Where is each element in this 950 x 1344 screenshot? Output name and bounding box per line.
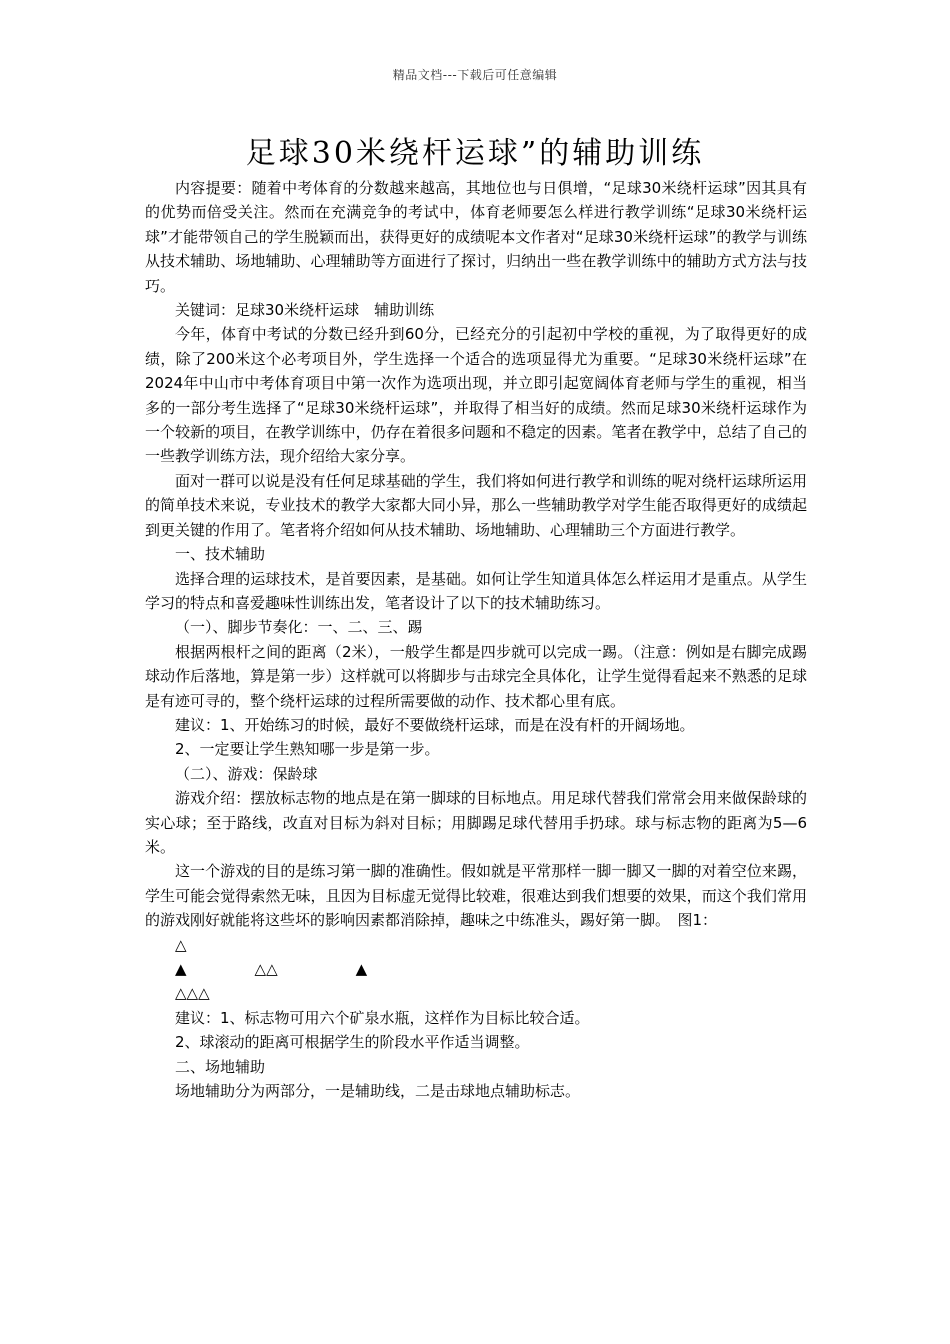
document-body [145,176,807,1103]
intro-paragraph-2: 面对一群可以说是没有任何足球基础的学生，我们将如何进行教学和训练的呢对绕杆运球所运用的简单技术来说，专业技术的教学大家都大同小异，那么一些辅助教学对学生能否取得更好的成绩起到更关键的作用了。笔者将介绍如何从技术辅助、场地辅助、心理辅助三个方面进行教学。 [145,471,807,539]
technique-paragraph: 选择合理的运球技术，是首要因素，是基础。如何让学生知道具体怎么样运用才是重点。从学生学习的特点和喜爱趣味性训练出发，笔者设计了以下的技术辅助练习。 [145,569,807,612]
suggestion-paragraph-2: 2、一定要让学生熟知哪一步是第一步。 [175,740,440,759]
footwork-paragraph: 根据两根杆之间的距离（2米），一般学生都是四步就可以完成一踢。（注意：例如是右脚完成踢球动作后落地，算是第一步）这样就可以将脚步与击球完全具体化，让学生觉得看起来不熟悉的足球是有迹可寻的，整个绕杆运球的过程所需要做的动作、技术都心里有底。 [145,642,807,710]
subsection-heading-bowling: （二）、游戏：保龄球 [175,764,318,783]
game-purpose-paragraph: 这一个游戏的目的是练习第一脚的准确性。假如就是平常那样一脚一脚又一脚的对着空位来踢，学生可能会觉得索然无味，且因为目标虚无觉得比较难，很难达到我们想要的效果，而这个我们常用的游戏刚好就能将这些坏的影响因素都消除掉，趣味之中练准头，踢好第一脚。 图1： [145,862,807,930]
document-title: 足球30米绕杆运球”的辅助训练 [245,136,705,171]
section-heading-field: 二、场地辅助 [175,1057,266,1076]
triangle-outline-icon: △ [175,935,187,954]
page-header-note: 精品文档---下载后可任意编辑 [392,68,558,82]
figure-row-1 [145,933,807,957]
game-intro-paragraph: 游戏介绍：摆放标志物的地点是在第一脚球的目标地点。用足球代替我们常常会用来做保龄球的实心球；至于路线，改直对目标为斜对目标；用脚踢足球代替用手扔球。球与标志物的距离为5—6米。 [145,789,807,856]
abstract-paragraph: 内容提要：随着中考体育的分数越来越高，其地位也与日俱增，“足球30米绕杆运球”因其具有的优势而倍受关注。然而在充满竞争的考试中，体育老师要怎么样进行教学训练“足球30米绕杆运球”才能带领自己的学生脱颖而出，获得更好的成绩呢本文作者对“足球30米绕杆运球”的教学与训练从技术辅助、场地辅助、心理辅助等方面进行了探讨，归纳出一些在教学训练中的辅助方式方法与技巧。 [145,179,807,295]
figure-row-2 [145,957,807,981]
triangle-filled-icon: ▲ [175,959,187,978]
triangle-outline-pair-icon: △△ [254,959,278,978]
suggestion-paragraph-4: 2、球滚动的距离可根据学生的阶段水平作适当调整。 [175,1033,530,1052]
suggestion-paragraph-3: 建议：1、标志物可用六个矿泉水瓶，这样作为目标比较合适。 [175,1008,590,1027]
keywords-paragraph: 关键词：足球30米绕杆运球 辅助训练 [175,301,435,320]
triangle-filled-icon: ▲ [355,959,368,978]
intro-paragraph: 今年，体育中考试的分数已经升到60分，已经充分的引起初中学校的重视，为了取得更好的成绩，除了200米这个必考项目外，学生选择一个适合的选项显得尤为重要。“足球30米绕杆运球”在2024年中山市中考体育项目中第一次作为选项出现，并立即引起宽阔体育老师与学生的重视，相当多的一部分考生选择了“足球30米绕杆运球”，并取得了相当好的成绩。然而足球30米绕杆运球作为一个较新的项目，在教学训练中，仍存在着很多问题和不稳定的因素。笔者在教学中，总结了自己的一些教学训练方法，现介绍给大家分享。 [145,325,807,466]
suggestion-paragraph: 建议：1、开始练习的时候，最好不要做绕杆运球，而是在没有杆的开阔场地。 [175,715,695,734]
figure-row-3 [145,981,807,1005]
field-paragraph: 场地辅助分为两部分，一是辅助线，二是击球地点辅助标志。 [175,1081,581,1100]
section-heading-technique: 一、技术辅助 [175,545,266,564]
triangle-outline-triple-icon: △△△ [175,984,210,1003]
subsection-heading-footwork: （一）、脚步节奏化：一、二、三、踢 [175,618,423,637]
